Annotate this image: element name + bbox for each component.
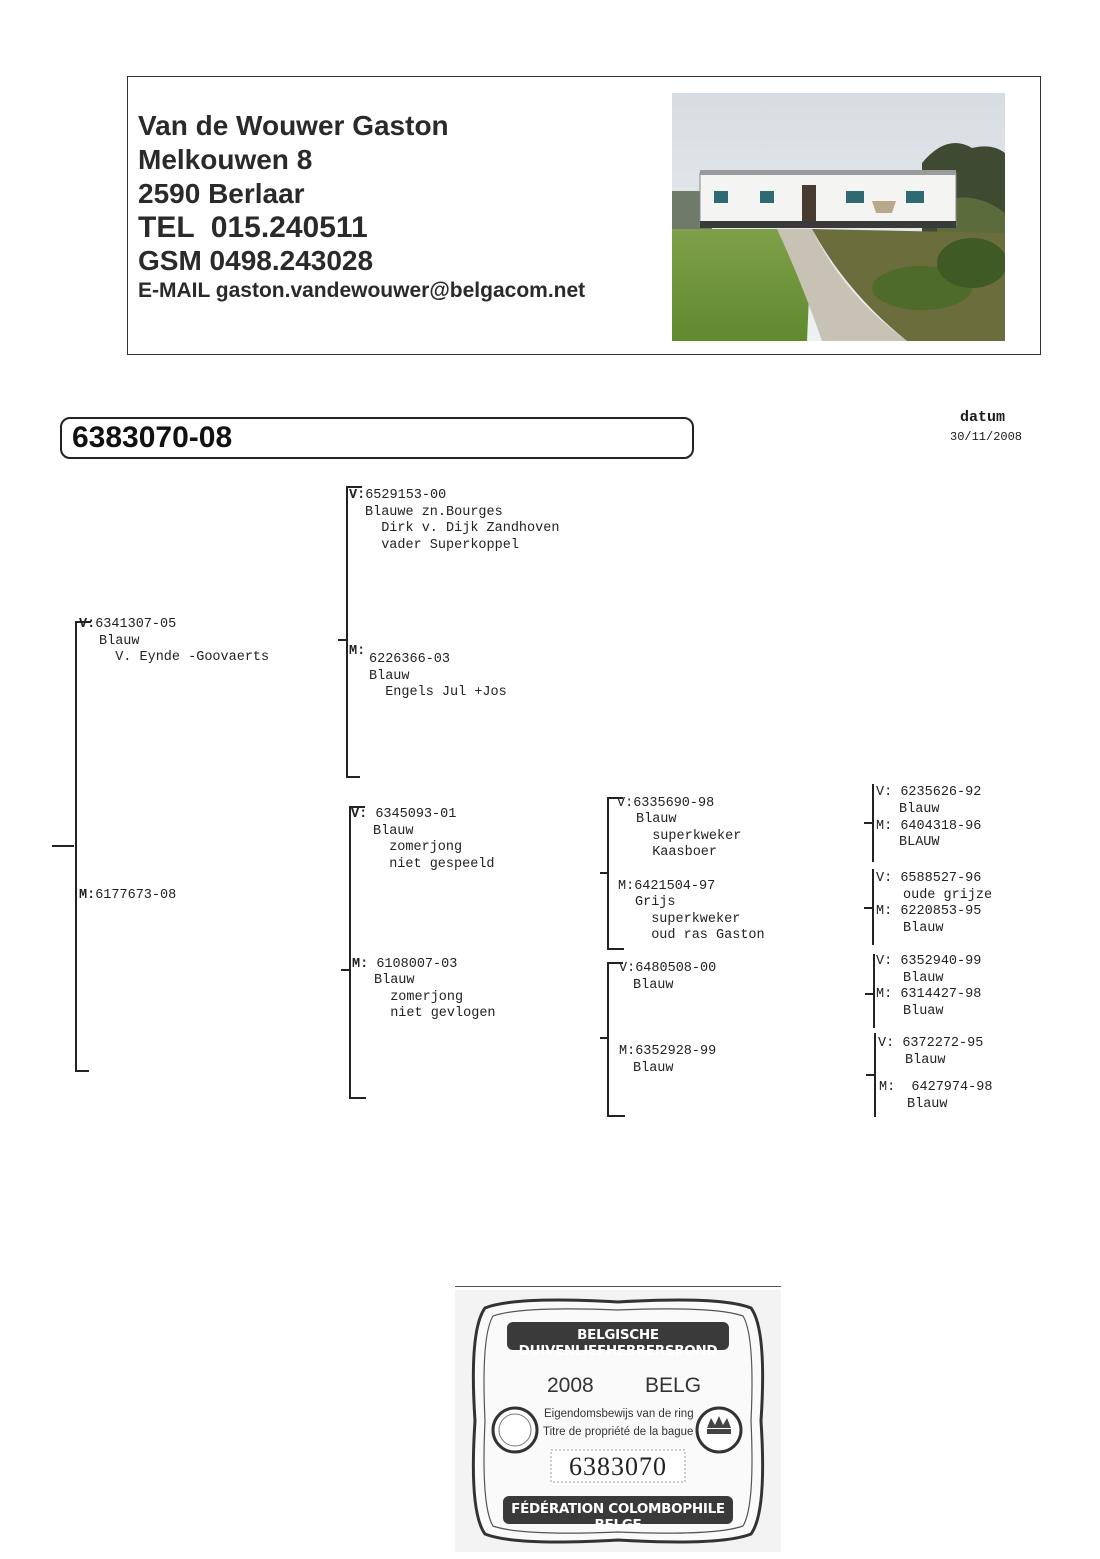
g2-entry: M: 6404318-96 bbox=[876, 819, 982, 834]
owner-telephone: TEL 015.240511 bbox=[138, 211, 368, 244]
mm-line-1: Blauw bbox=[374, 973, 415, 988]
certificate-top-banner: BELGISCHE DUIVENLIEFHEBBERSBOND bbox=[518, 1327, 718, 1359]
mm-line-3: niet gevlogen bbox=[374, 1006, 496, 1021]
mfm-entry: M:6421504-97 bbox=[618, 879, 716, 894]
certificate-country: BELG bbox=[645, 1374, 702, 1397]
mmf-entry: V:6480508-00 bbox=[619, 961, 717, 976]
certificate-title-fr: Titre de propriété de la bague bbox=[543, 1426, 694, 1438]
certificate-divider bbox=[455, 1286, 781, 1287]
fm-line-1: Blauw bbox=[369, 669, 410, 684]
mmf-line-1: Blauw bbox=[633, 978, 674, 993]
mf-line-2: zomerjong bbox=[373, 840, 463, 855]
datum-label: datum bbox=[960, 409, 1006, 426]
g4-entry: M: 6220853-95 bbox=[876, 904, 982, 919]
certificate-year: 2008 bbox=[547, 1374, 594, 1397]
certificate-title-nl: Eigendomsbewijs van de ring bbox=[544, 1408, 694, 1420]
owner-email: E-MAIL gaston.vandewouwer@belgacom.net bbox=[138, 279, 586, 302]
ff-entry: V:6529153-00 bbox=[349, 488, 447, 503]
fm-line-2: Engels Jul +Jos bbox=[369, 685, 507, 700]
datum-value: 30/11/2008 bbox=[950, 430, 1023, 444]
owner-mobile: GSM 0498.243028 bbox=[138, 245, 374, 276]
mmm-line-1: Blauw bbox=[633, 1061, 674, 1076]
loft-photo bbox=[672, 93, 1005, 341]
g1-line: Blauw bbox=[899, 802, 940, 817]
mmm-entry: M:6352928-99 bbox=[619, 1044, 717, 1059]
g7-entry: V: 6372272-95 bbox=[878, 1036, 984, 1051]
ff-line-1: Blauwe zn.Bourges bbox=[365, 505, 503, 520]
g7-line: Blauw bbox=[905, 1053, 946, 1068]
g8-line: Blauw bbox=[907, 1097, 948, 1112]
mfm-line-2: superkweker bbox=[635, 912, 741, 927]
owner-city: 2590 Berlaar bbox=[138, 178, 305, 209]
certificate-number: 6383070 bbox=[569, 1452, 667, 1481]
ff-line-2: Dirk v. Dijk Zandhoven bbox=[365, 521, 560, 536]
owner-street: Melkouwen 8 bbox=[138, 144, 313, 175]
mother-ring: 6177673-08 bbox=[95, 888, 177, 903]
certificate-bottom-banner: FÉDÉRATION COLOMBOPHILE BELGE bbox=[511, 1501, 725, 1533]
mf-entry: V: 6345093-01 bbox=[351, 807, 457, 822]
g2-line: BLAUW bbox=[899, 835, 940, 850]
ff-line-3: vader Superkoppel bbox=[365, 538, 519, 553]
mf-line-1: Blauw bbox=[373, 824, 414, 839]
mm-line-2: zomerjong bbox=[374, 990, 464, 1005]
g5-entry: V: 6352940-99 bbox=[876, 954, 982, 969]
ring-ownership-certificate bbox=[455, 1290, 781, 1552]
fm-label: M: bbox=[349, 644, 366, 659]
g6-entry: M: 6314427-98 bbox=[876, 987, 982, 1002]
mff-line-3: Kaasboer bbox=[636, 845, 718, 860]
g1-entry: V: 6235626-92 bbox=[876, 785, 982, 800]
fm-ring: 6226366-03 bbox=[369, 652, 451, 667]
mff-line-1: Blauw bbox=[636, 812, 677, 827]
g5-line: Blauw bbox=[903, 971, 944, 986]
owner-name: Van de Wouwer Gaston bbox=[138, 110, 449, 141]
mm-entry: M: 6108007-03 bbox=[352, 957, 458, 972]
mfm-line-1: Grijs bbox=[635, 895, 676, 910]
g3-entry: V: 6588527-96 bbox=[876, 871, 982, 886]
g3-line: oude grijze bbox=[903, 888, 993, 903]
father-color: Blauw bbox=[99, 634, 140, 649]
ring-number-title: 6383070-08 bbox=[72, 421, 233, 454]
father-ring: 6341307-05 bbox=[95, 617, 177, 632]
g6-line: Bluaw bbox=[903, 1004, 944, 1019]
g4-line: Blauw bbox=[903, 921, 944, 936]
mff-line-2: superkweker bbox=[636, 829, 742, 844]
mother-entry: M:6177673-08 bbox=[79, 888, 177, 903]
mff-entry: V:6335690-98 bbox=[617, 796, 715, 811]
father-entry: V:6341307-05 bbox=[79, 617, 177, 632]
father-breeder: V. Eynde -Goovaerts bbox=[99, 650, 270, 665]
mfm-line-3: oud ras Gaston bbox=[635, 928, 765, 943]
g8-entry: M: 6427974-98 bbox=[879, 1080, 993, 1095]
mf-line-3: niet gespeeld bbox=[373, 857, 495, 872]
